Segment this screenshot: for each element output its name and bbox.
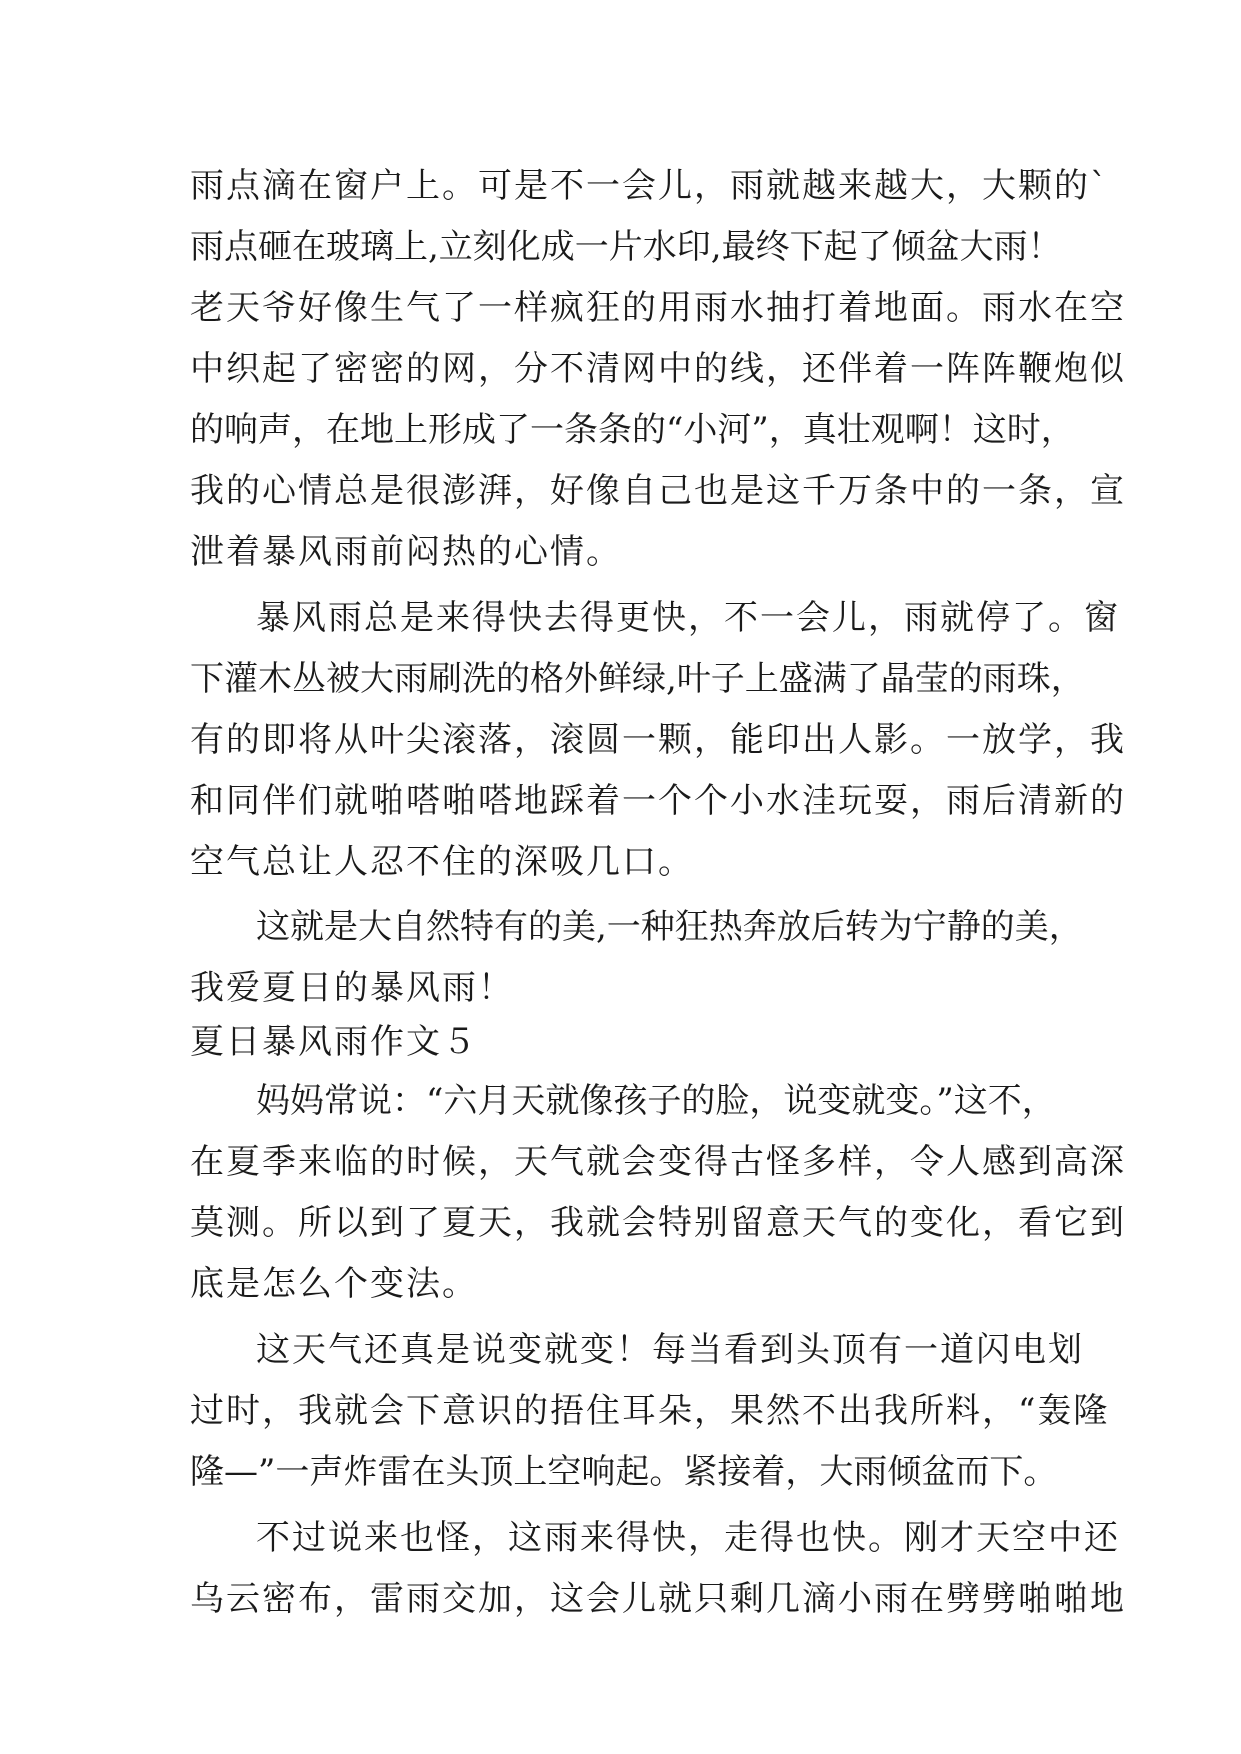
text-line: 莫测。所以到了夏天，我就会特别留意天气的变化，看它到 [190, 1203, 1126, 1243]
paragraph-first-line: 这天气还真是说变就变！每当看到头顶有一道闪电划 [256, 1330, 1084, 1370]
text-line: 乌云密布，雷雨交加，这会儿就只剩几滴小雨在劈劈啪啪地 [190, 1579, 1126, 1619]
text-line: 在夏季来临的时候，天气就会变得古怪多样，令人感到高深 [190, 1142, 1126, 1182]
text-line: 空气总让人忍不住的深吸几口。 [190, 842, 694, 882]
paragraph-first-line: 这就是大自然特有的美,一种狂热奔放后转为宁静的美， [256, 907, 1083, 947]
section-heading: 夏日暴风雨作文５ [190, 1022, 478, 1062]
text-line: 有的即将从叶尖滚落，滚圆一颗，能印出人影。一放学，我 [190, 720, 1126, 760]
text-line: 中织起了密密的网，分不清网中的线，还伴着一阵阵鞭炮似 [190, 349, 1126, 389]
text-line: 过时，我就会下意识的捂住耳朵，果然不出我所料，“轰隆 [190, 1391, 1110, 1431]
text-line: 雨点滴在窗户上。可是不一会儿，雨就越来越大，大颗的` [190, 166, 1109, 206]
text-line: 雨点砸在玻璃上,立刻化成一片水印,最终下起了倾盆大雨！ [190, 227, 1062, 267]
text-line: 隆—”一声炸雷在头顶上空响起。紧接着，大雨倾盆而下。 [190, 1452, 1058, 1492]
text-line: 泄着暴风雨前闷热的心情。 [190, 532, 622, 572]
text-line: 和同伴们就啪嗒啪嗒地踩着一个个小水洼玩耍，雨后清新的 [190, 781, 1126, 821]
paragraph-first-line: 妈妈常说：“六月天就像孩子的脸，说变就变。”这不， [256, 1081, 1056, 1121]
text-line: 底是怎么个变法。 [190, 1264, 478, 1304]
text-line: 的响声，在地上形成了一条条的“小河”，真壮观啊！这时， [190, 410, 1075, 450]
paragraph-first-line: 不过说来也怪，这雨来得快，走得也快。刚才天空中还 [256, 1518, 1120, 1558]
text-line: 我爱夏日的暴风雨！ [190, 968, 514, 1008]
text-line: 我的心情总是很澎湃，好像自己也是这千万条中的一条，宣 [190, 471, 1126, 511]
text-line: 下灌木丛被大雨刷洗的格外鲜绿,叶子上盛满了晶莹的雨珠， [190, 659, 1085, 699]
paragraph-first-line: 暴风雨总是来得快去得更快，不一会儿，雨就停了。窗 [256, 598, 1120, 638]
text-line: 老天爷好像生气了一样疯狂的用雨水抽打着地面。雨水在空 [190, 288, 1126, 328]
